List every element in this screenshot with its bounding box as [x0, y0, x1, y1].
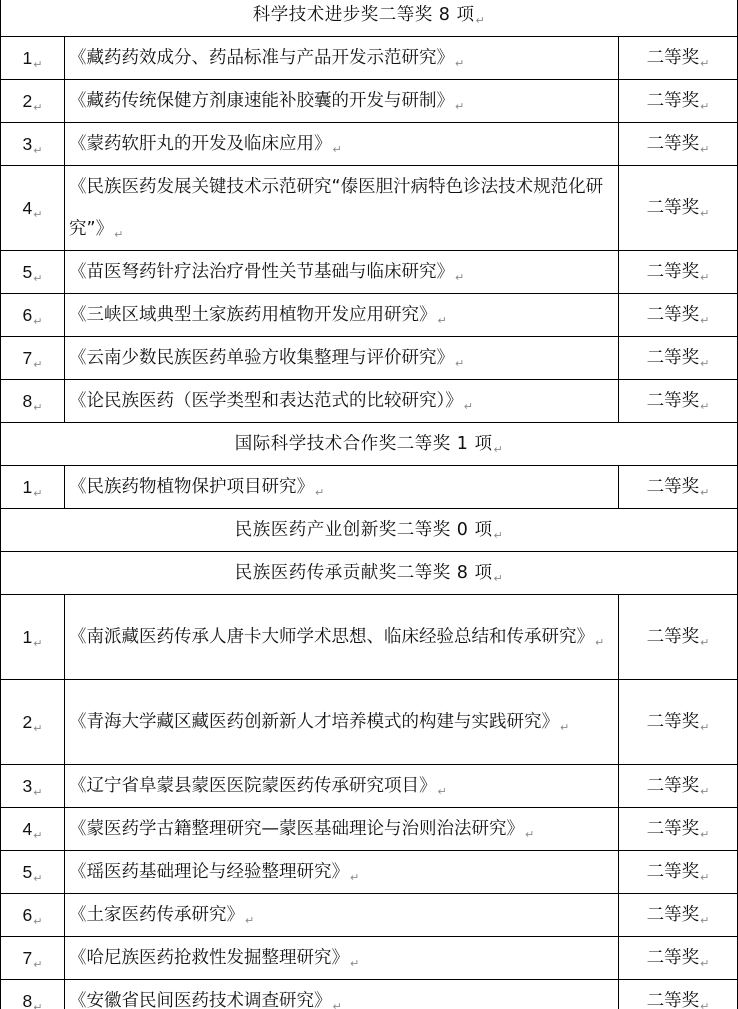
paragraph-mark: ↵ — [114, 228, 124, 241]
award-level: 二等奖 — [646, 905, 700, 925]
award-level: 二等奖 — [646, 91, 700, 111]
project-title-cell — [65, 808, 619, 851]
table-row — [1, 894, 738, 937]
row-number-cell — [1, 123, 65, 166]
paragraph-mark: ↵ — [455, 57, 465, 70]
section-heading-cell — [1, 0, 738, 37]
award-level-cell — [619, 765, 738, 808]
project-title: 《藏药药效成分、药品标准与产品开发示范研究》 — [69, 48, 454, 68]
project-title: 《蒙医药学古籍整理研究—蒙医基础理论与治则治法研究》 — [69, 819, 524, 839]
award-level-cell — [619, 680, 738, 765]
award-level: 二等奖 — [646, 391, 700, 411]
row-number-cell — [1, 851, 65, 894]
section-heading: 国际科学技术合作奖二等奖 1 项 — [234, 434, 493, 454]
row-number: 1 — [22, 627, 33, 647]
row-number: 2 — [22, 91, 33, 111]
paragraph-mark: ↵ — [33, 959, 43, 971]
row-number: 4 — [22, 198, 33, 218]
row-number: 8 — [22, 991, 33, 1009]
project-title: 《三峡区域典型土家族药用植物开发应用研究》 — [69, 305, 437, 325]
row-number: 6 — [22, 305, 33, 325]
paragraph-mark: ↵ — [700, 100, 710, 113]
table-row — [1, 595, 738, 680]
paragraph-mark: ↵ — [33, 402, 43, 414]
section-heading-row — [1, 0, 738, 37]
award-level: 二等奖 — [646, 991, 700, 1009]
row-number: 5 — [22, 862, 33, 882]
table-row — [1, 680, 738, 765]
paragraph-mark: ↵ — [700, 828, 710, 841]
award-level: 二等奖 — [646, 477, 700, 497]
row-number: 3 — [22, 776, 33, 796]
project-title-cell — [65, 380, 619, 423]
paragraph-mark: ↵ — [700, 271, 710, 284]
project-title: 《民族医药发展关键技术示范研究“傣医胆汁病特色诊法技术规范化研究”》 — [69, 177, 604, 239]
paragraph-mark: ↵ — [595, 636, 605, 649]
paragraph-mark: ↵ — [33, 59, 43, 71]
award-level: 二等奖 — [646, 712, 700, 732]
paragraph-mark: ↵ — [455, 271, 465, 284]
award-level-cell — [619, 595, 738, 680]
project-title-cell — [65, 894, 619, 937]
paragraph-mark: ↵ — [700, 636, 710, 649]
row-number-cell — [1, 595, 65, 680]
project-title: 《论民族医药（医学类型和表达范式的比较研究）》 — [69, 391, 463, 411]
paragraph-mark: ↵ — [700, 207, 710, 220]
award-level: 二等奖 — [646, 48, 700, 68]
award-level-cell — [619, 808, 738, 851]
award-level: 二等奖 — [646, 305, 700, 325]
project-title-cell — [65, 765, 619, 808]
project-title: 《民族药物植物保护项目研究》 — [69, 477, 314, 497]
paragraph-mark: ↵ — [33, 1002, 43, 1009]
project-title: 《南派藏医药传承人唐卡大师学术思想、临床经验总结和传承研究》 — [69, 627, 594, 647]
award-level-cell — [619, 851, 738, 894]
table-row — [1, 937, 738, 980]
paragraph-mark: ↵ — [700, 957, 710, 970]
paragraph-mark: ↵ — [33, 359, 43, 371]
section-heading-cell — [1, 552, 738, 595]
paragraph-mark: ↵ — [700, 57, 710, 70]
paragraph-mark: ↵ — [455, 357, 465, 370]
row-number-cell — [1, 894, 65, 937]
project-title-cell — [65, 851, 619, 894]
project-title-cell — [65, 123, 619, 166]
paragraph-mark: ↵ — [33, 316, 43, 328]
paragraph-mark: ↵ — [33, 787, 43, 799]
award-level-cell — [619, 166, 738, 251]
row-number: 1 — [22, 48, 33, 68]
award-level: 二等奖 — [646, 776, 700, 796]
award-level: 二等奖 — [646, 862, 700, 882]
row-number-cell — [1, 294, 65, 337]
section-heading-row — [1, 509, 738, 552]
award-level: 二等奖 — [646, 134, 700, 154]
paragraph-mark: ↵ — [33, 209, 43, 221]
table-row — [1, 80, 738, 123]
table-row — [1, 123, 738, 166]
paragraph-mark: ↵ — [33, 830, 43, 842]
project-title-cell — [65, 680, 619, 765]
paragraph-mark: ↵ — [700, 314, 710, 327]
project-title-cell — [65, 37, 619, 80]
paragraph-mark: ↵ — [33, 873, 43, 885]
table-row — [1, 37, 738, 80]
paragraph-mark: ↵ — [700, 871, 710, 884]
paragraph-mark: ↵ — [700, 721, 710, 734]
row-number: 3 — [22, 134, 33, 154]
award-level-cell — [619, 294, 738, 337]
award-level-cell — [619, 251, 738, 294]
project-title-cell — [65, 937, 619, 980]
paragraph-mark: ↵ — [350, 871, 360, 884]
award-level: 二等奖 — [646, 348, 700, 368]
section-heading-row — [1, 552, 738, 595]
award-level-cell — [619, 80, 738, 123]
row-number-cell — [1, 80, 65, 123]
award-level: 二等奖 — [646, 198, 700, 218]
award-level-cell — [619, 466, 738, 509]
paragraph-mark: ↵ — [33, 488, 43, 500]
paragraph-mark: ↵ — [33, 273, 43, 285]
award-level-cell — [619, 937, 738, 980]
row-number: 7 — [22, 948, 33, 968]
paragraph-mark: ↵ — [332, 143, 342, 156]
section-heading: 科学技术进步奖二等奖 8 项 — [252, 5, 475, 25]
project-title-cell — [65, 595, 619, 680]
paragraph-mark: ↵ — [493, 529, 504, 542]
award-level-cell — [619, 37, 738, 80]
table-row — [1, 466, 738, 509]
paragraph-mark: ↵ — [700, 143, 710, 156]
project-title: 《瑶医药基础理论与经验整理研究》 — [69, 862, 349, 882]
table-row — [1, 765, 738, 808]
section-heading-row — [1, 423, 738, 466]
award-level-cell — [619, 980, 738, 1009]
row-number-cell — [1, 337, 65, 380]
row-number-cell — [1, 808, 65, 851]
paragraph-mark: ↵ — [560, 721, 570, 734]
project-title: 《藏药传统保健方剂康速能补胶囊的开发与研制》 — [69, 91, 454, 111]
table-row — [1, 808, 738, 851]
project-title: 《辽宁省阜蒙县蒙医医院蒙医药传承研究项目》 — [69, 776, 437, 796]
paragraph-mark: ↵ — [33, 638, 43, 650]
row-number: 4 — [22, 819, 33, 839]
section-heading: 民族医药传承贡献奖二等奖 8 项 — [234, 563, 493, 583]
project-title: 《青海大学藏区藏医药创新新人才培养模式的构建与实践研究》 — [69, 712, 559, 732]
row-number-cell — [1, 166, 65, 251]
row-number: 1 — [22, 477, 33, 497]
project-title: 《苗医弩药针疗法治疗骨性关节基础与临床研究》 — [69, 262, 454, 282]
award-level: 二等奖 — [646, 262, 700, 282]
paragraph-mark: ↵ — [700, 357, 710, 370]
project-title: 《安徽省民间医药技术调查研究》 — [69, 991, 332, 1009]
project-title-cell — [65, 80, 619, 123]
row-number-cell — [1, 765, 65, 808]
project-title: 《哈尼族医药抢救性发掘整理研究》 — [69, 948, 349, 968]
paragraph-mark: ↵ — [493, 443, 504, 456]
row-number: 5 — [22, 262, 33, 282]
row-number-cell — [1, 380, 65, 423]
table-row — [1, 251, 738, 294]
paragraph-mark: ↵ — [525, 828, 535, 841]
section-heading-cell — [1, 423, 738, 466]
project-title-cell — [65, 466, 619, 509]
paragraph-mark: ↵ — [437, 314, 447, 327]
paragraph-mark: ↵ — [700, 400, 710, 413]
award-level: 二等奖 — [646, 819, 700, 839]
project-title-cell — [65, 251, 619, 294]
project-title: 《蒙药软肝丸的开发及临床应用》 — [69, 134, 332, 154]
table-row — [1, 380, 738, 423]
project-title-cell — [65, 980, 619, 1009]
project-title-cell — [65, 166, 619, 251]
paragraph-mark: ↵ — [493, 572, 504, 585]
row-number-cell — [1, 980, 65, 1009]
project-title-cell — [65, 337, 619, 380]
award-level-cell — [619, 337, 738, 380]
paragraph-mark: ↵ — [700, 486, 710, 499]
table-row — [1, 980, 738, 1009]
award-level-cell — [619, 380, 738, 423]
award-level: 二等奖 — [646, 948, 700, 968]
paragraph-mark: ↵ — [700, 785, 710, 798]
row-number-cell — [1, 680, 65, 765]
row-number-cell — [1, 37, 65, 80]
award-level-cell — [619, 123, 738, 166]
table-row — [1, 337, 738, 380]
row-number-cell — [1, 466, 65, 509]
awards-table-body — [1, 0, 738, 1009]
paragraph-mark: ↵ — [475, 14, 486, 27]
table-row — [1, 166, 738, 251]
section-heading-cell — [1, 509, 738, 552]
project-title: 《土家医药传承研究》 — [69, 905, 244, 925]
row-number: 8 — [22, 391, 33, 411]
paragraph-mark: ↵ — [33, 102, 43, 114]
paragraph-mark: ↵ — [700, 914, 710, 927]
table-row — [1, 294, 738, 337]
paragraph-mark: ↵ — [437, 785, 447, 798]
paragraph-mark: ↵ — [315, 486, 325, 499]
paragraph-mark: ↵ — [700, 1000, 710, 1009]
project-title-cell — [65, 294, 619, 337]
row-number: 7 — [22, 348, 33, 368]
paragraph-mark: ↵ — [455, 100, 465, 113]
table-row — [1, 851, 738, 894]
paragraph-mark: ↵ — [245, 914, 255, 927]
row-number-cell — [1, 251, 65, 294]
paragraph-mark: ↵ — [463, 400, 473, 413]
row-number: 6 — [22, 905, 33, 925]
paragraph-mark: ↵ — [350, 957, 360, 970]
award-level: 二等奖 — [646, 627, 700, 647]
paragraph-mark: ↵ — [332, 1000, 342, 1009]
project-title: 《云南少数民族医药单验方收集整理与评价研究》 — [69, 348, 454, 368]
award-level-cell — [619, 894, 738, 937]
row-number-cell — [1, 937, 65, 980]
paragraph-mark: ↵ — [33, 723, 43, 735]
paragraph-mark: ↵ — [33, 145, 43, 157]
paragraph-mark: ↵ — [33, 916, 43, 928]
section-heading: 民族医药产业创新奖二等奖 0 项 — [234, 520, 493, 540]
row-number: 2 — [22, 712, 33, 732]
